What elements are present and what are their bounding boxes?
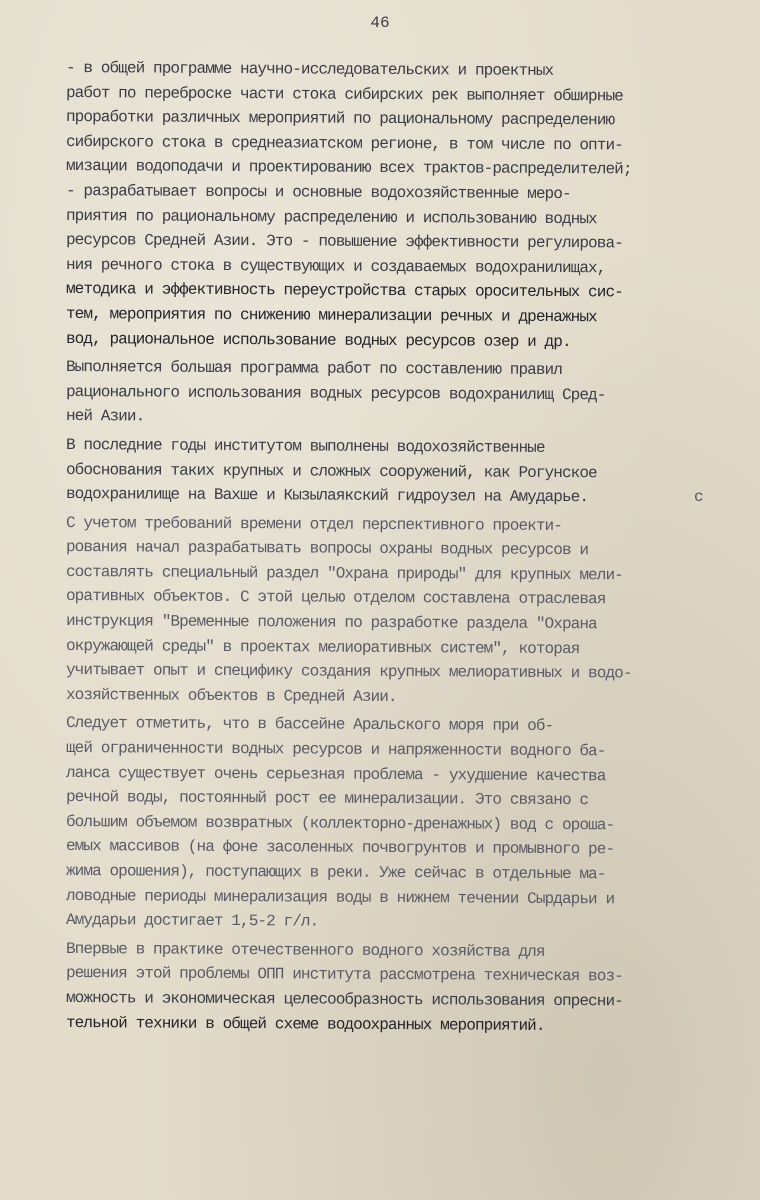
text-line: приятия по рациональному распределению и использованию водных bbox=[65, 206, 597, 228]
margin-mark: c bbox=[694, 488, 704, 506]
text-line: Следует отметить, что в бассейне Аральского моря при об- bbox=[65, 714, 554, 736]
text-line: Впервые в практике отечественного водного хозяйства для bbox=[65, 939, 545, 961]
text-line: обоснования таких крупных и сложных сооружений, как Рогунское bbox=[65, 460, 597, 482]
text-line: вод, рациональное использование водных ресурсов озер и др. bbox=[65, 329, 571, 351]
text-line: С учетом требований времени отдел перспективного проекти- bbox=[65, 513, 563, 535]
text-line: емых массивов (на фоне засоленных почвогрунтов и промывного ре- bbox=[65, 837, 615, 859]
text-line: рования начал разрабатывать вопросы охраны водных ресурсов и bbox=[65, 538, 589, 560]
text-line: работ по переброске части стока сибирских рек выполняет обширные bbox=[65, 83, 623, 105]
text-line: составлять специальный раздел "Охрана природы" для крупных мели- bbox=[65, 562, 623, 585]
page-number: 46 bbox=[370, 14, 390, 32]
text-line: сибирского стока в среднеазиатском регионе, в том числе по опти- bbox=[65, 132, 623, 155]
text-line: рационального использования водных ресурсов водохранилищ Сред- bbox=[65, 382, 606, 405]
text-line: - разрабатывает вопросы и основные водохозяйственные меро- bbox=[65, 181, 571, 204]
text-line: Выполняется большая программа работ по составлению правил bbox=[65, 358, 563, 380]
paragraph bbox=[66, 179, 716, 351]
text-line: - в общей программе научно-исследовательских и проектных bbox=[65, 59, 554, 80]
text-line: тельной техники в общей схеме водоохранных мероприятий. bbox=[65, 1013, 545, 1035]
text-line: методика и эффективность переустройства старых оросительных сис- bbox=[65, 280, 623, 302]
text-line: хозяйственных объектов в Средней Азии. bbox=[65, 685, 397, 706]
text-line: можность и экономическая целесообразность использования опресни- bbox=[65, 988, 623, 1011]
paragraph bbox=[66, 56, 716, 179]
text-line: большим объемом возвратных (коллекторно-дренажных) вод с ороша- bbox=[65, 812, 615, 835]
text-line: учитывает опыт и специфику создания крупных мелиоративных и водо- bbox=[65, 661, 632, 683]
paragraph bbox=[66, 711, 716, 932]
text-line: решения этой проблемы ОПП института рассмотрена техническая воз- bbox=[65, 964, 623, 986]
text-line: окружающей среды" в проектах мелиоративных систем", которая bbox=[65, 636, 580, 658]
paragraph bbox=[66, 355, 716, 429]
text-line: В последние годы институтом выполнены водохозяйственные bbox=[65, 435, 545, 457]
text-line: инструкция "Временные положения по разработке раздела "Охрана bbox=[65, 612, 597, 634]
text-line: проработки различных мероприятий по рациональному распределению bbox=[65, 108, 615, 130]
text-line: щей ограниченности водных ресурсов и напряженности водного ба- bbox=[65, 739, 606, 761]
document-body bbox=[66, 56, 716, 1035]
text-line: ловодные периоды минерализация воды в нижнем течении Сырдарьи и bbox=[65, 886, 615, 908]
text-line: речной воды, постоянный рост ее минерализации. Это связано с bbox=[65, 788, 589, 810]
text-line: тем, мероприятия по снижению минерализации речных и дренажных bbox=[65, 304, 597, 327]
text-line: ланса существует очень серьезная проблема - ухудшение качества bbox=[65, 763, 606, 785]
text-line: жима орошения), поступающих в реки. Уже сейчас в отдельные ма- bbox=[65, 862, 606, 884]
text-line: мизации водоподачи и проектированию всех трактов-распределителей; bbox=[65, 157, 632, 179]
text-line: водохранилище на Вахше и Кызылаякский гидроузел на Амударье. bbox=[65, 485, 589, 507]
paragraph bbox=[66, 511, 716, 708]
text-line: Амударьи достигает 1,5-2 г/л. bbox=[65, 911, 319, 931]
text-line: оративных объектов. С этой целью отделом составлена отраслевая bbox=[65, 587, 606, 609]
paragraph bbox=[66, 433, 716, 507]
text-line: ния речного стока в существующих и создаваемых водохранилищах, bbox=[65, 255, 606, 278]
text-line: ресурсов Средней Азии. Это - повышение эффективности регулирова- bbox=[65, 231, 623, 253]
paragraph bbox=[66, 937, 716, 1035]
text-line: ней Азии. bbox=[65, 407, 145, 426]
